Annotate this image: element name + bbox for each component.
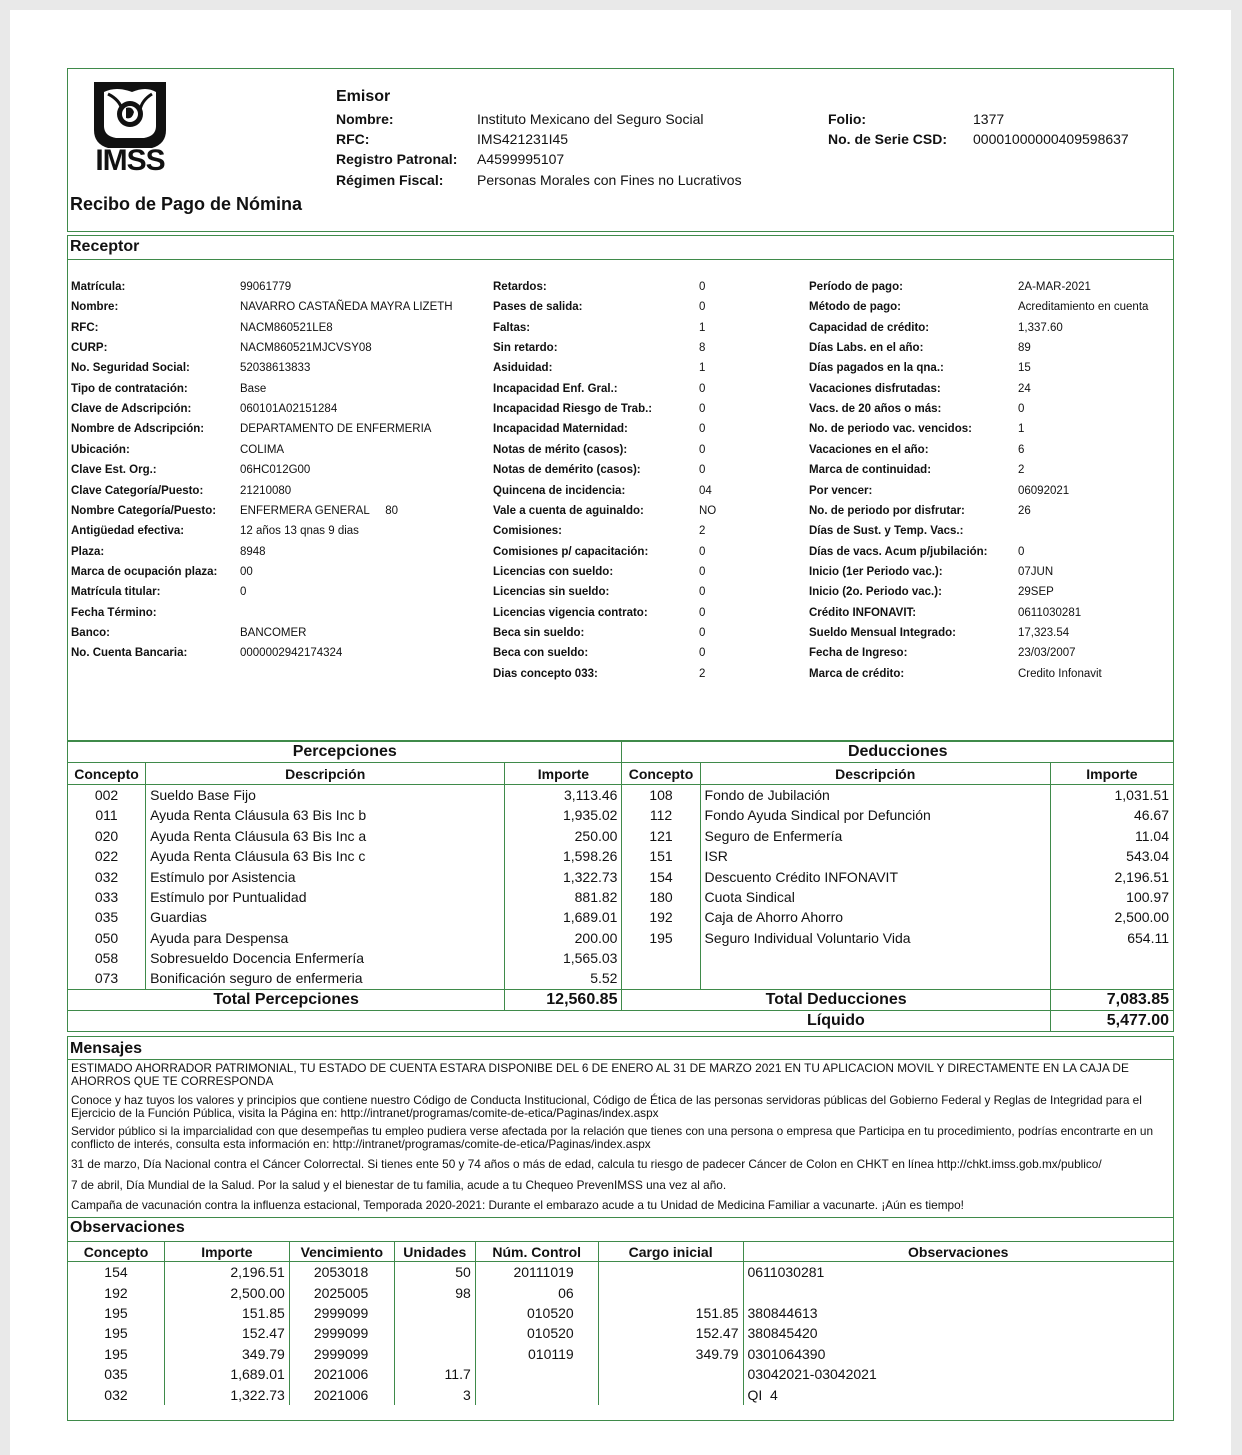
- receptor-col3-label: Capacidad de crédito:: [809, 321, 930, 334]
- receptor-col3-label: No. de periodo por disfrutar:: [809, 504, 965, 517]
- receptor-col3-value: 89: [1018, 342, 1031, 355]
- liquido-spacer: [68, 1011, 622, 1032]
- observaciones-cell: 349.79: [164, 1344, 289, 1364]
- receptor-col3-label: Marca de continuidad:: [809, 464, 932, 477]
- deducciones-header-descripcion: Descripción: [700, 763, 1050, 784]
- observaciones-header: Concepto: [68, 1242, 165, 1262]
- receptor-title: Receptor: [70, 238, 140, 255]
- table-row: [68, 1262, 1174, 1283]
- receptor-col2-value: 0: [699, 423, 706, 436]
- observaciones-cell: 349.79: [598, 1344, 743, 1364]
- observaciones-header: Cargo inicial: [598, 1242, 743, 1262]
- observaciones-cell: 98: [394, 1282, 475, 1302]
- receptor-col1-label: Clave de Adscripción:: [71, 403, 192, 416]
- observaciones-cell: [394, 1323, 475, 1343]
- receptor-col2-value: 0: [699, 443, 706, 456]
- receptor-col1-value: 12 años 13 qnas 9 dias: [240, 525, 359, 538]
- receptor-col2-value: 0: [699, 586, 706, 599]
- receptor-col1-label: RFC:: [71, 321, 99, 334]
- mensajes-title: Mensajes: [70, 1040, 143, 1057]
- deduccion-descripcion: Seguro Individual Voluntario Vida: [700, 928, 1050, 948]
- percepcion-concepto: 035: [68, 907, 146, 927]
- receptor-col2-value: NO: [699, 504, 717, 517]
- deduccion-descripcion: Cuota Sindical: [700, 887, 1050, 907]
- mensaje-2: Conoce y haz tuyos los valores y principios que contiene nuestro Código de Conducta Institucional, Código de Ética de las personas servidoras públicas del Gobierno Federal y Reglas de Integridad para el Ejercicio de la Función Pública, visita la Página en: http://intranet/programas/comite-de-etica/Paginas/index.aspx: [71, 1093, 1142, 1120]
- percepcion-concepto: 050: [68, 928, 146, 948]
- observaciones-cell: 195: [68, 1303, 165, 1323]
- receptor-col2-value: 0: [699, 647, 706, 660]
- receptor-col1-value: NAVARRO CASTAÑEDA MAYRA LIZETH: [240, 301, 453, 314]
- deduccion-importe: 2,196.51: [1050, 866, 1173, 886]
- deduccion-importe: 11.04: [1050, 826, 1173, 846]
- deduccion-descripcion: Fondo de Jubilación: [700, 784, 1050, 805]
- percepciones-deducciones-table: [67, 741, 1174, 1032]
- receptor-col3-label: Vacaciones disfrutadas:: [809, 382, 941, 395]
- receptor-col1-value: 060101A02151284: [240, 403, 338, 416]
- percepcion-descripcion: Ayuda para Despensa: [146, 928, 505, 948]
- receptor-col1-value: 06HC012G00: [240, 464, 311, 477]
- deduccion-concepto: 154: [622, 866, 700, 886]
- observaciones-cell: 0611030281: [743, 1262, 1174, 1283]
- observaciones-header: Observaciones: [743, 1242, 1174, 1262]
- percepcion-concepto: 073: [68, 968, 146, 989]
- receptor-col1-label: Clave Categoría/Puesto:: [71, 484, 204, 497]
- receptor-col3-value: Credito Infonavit: [1018, 667, 1102, 680]
- deduccion-importe: 46.67: [1050, 805, 1173, 825]
- observaciones-cell: 06: [475, 1282, 598, 1302]
- observaciones-cell: 380845420: [743, 1323, 1174, 1343]
- receptor-col3-value: 1,337.60: [1018, 321, 1063, 334]
- receptor-col2-value: 0: [699, 545, 706, 558]
- deduccion-descripcion: Descuento Crédito INFONAVIT: [700, 866, 1050, 886]
- receptor-col3-value: 17,323.54: [1018, 626, 1070, 639]
- table-row: [68, 948, 1174, 968]
- receptor-col3-value: 24: [1018, 382, 1031, 395]
- deduccion-concepto: 121: [622, 826, 700, 846]
- observaciones-cell: 010520: [475, 1303, 598, 1323]
- receptor-col3-label: Inicio (2o. Periodo vac.):: [809, 586, 942, 599]
- receptor-col3-label: Días pagados en la qna.:: [809, 362, 944, 375]
- receptor-col1-label: Plaza:: [71, 545, 105, 558]
- observaciones-cell: 2025005: [289, 1282, 394, 1302]
- receptor-col2-value: 1: [699, 362, 706, 375]
- receptor-col2-label: Licencias con sueldo:: [493, 565, 614, 578]
- observaciones-cell: QI 4: [743, 1384, 1174, 1404]
- percepcion-importe: 200.00: [505, 928, 622, 948]
- receptor-col2-label: Comisiones p/ capacitación:: [493, 545, 649, 558]
- receptor-col1-label: Clave Est. Org.:: [71, 464, 157, 477]
- percepcion-descripcion: Estímulo por Asistencia: [146, 866, 505, 886]
- receptor-col1-label: Marca de ocupación plaza:: [71, 565, 218, 578]
- receptor-col2-label: Incapacidad Riesgo de Trab.:: [493, 403, 653, 416]
- receptor-col3-value: 06092021: [1018, 484, 1070, 497]
- receptor-col1-value: Base: [240, 382, 267, 395]
- percepciones-title: Percepciones: [68, 742, 622, 763]
- observaciones-cell: 010119: [475, 1344, 598, 1364]
- mensaje-5: 7 de abril, Día Mundial de la Salud. Por la salud y el bienestar de tu familia, acude a tu Chequeo PrevenIMSS una vez al año.: [71, 1178, 727, 1192]
- receptor-col1-value: COLIMA: [240, 443, 285, 456]
- mensaje-6: Campaña de vacunación contra la influenza estacional, Temporada 2020-2021: Durante el embarazo acude a tu Unidad de Medicina Familiar a vacunarte. ¡Aún es tiempo!: [71, 1198, 964, 1212]
- observaciones-cell: 152.47: [598, 1323, 743, 1343]
- observaciones-cell: 035: [68, 1364, 165, 1384]
- percepcion-descripcion: Estímulo por Puntualidad: [146, 887, 505, 907]
- observaciones-cell: 380844613: [743, 1303, 1174, 1323]
- serie-label: No. de Serie CSD:: [828, 131, 948, 147]
- total-percepciones-value: 12,560.85: [505, 989, 622, 1010]
- receptor-col2-value: 0: [699, 565, 706, 578]
- receptor-col1-label: Nombre:: [71, 301, 119, 314]
- deduccion-concepto: 180: [622, 887, 700, 907]
- table-row: [68, 928, 1174, 948]
- observaciones-cell: 11.7: [394, 1364, 475, 1384]
- receptor-col1-value: BANCOMER: [240, 626, 307, 639]
- receptor-col2-label: Beca con sueldo:: [493, 647, 589, 660]
- receptor-col2-label: Notas de demérito (casos):: [493, 464, 641, 477]
- percepcion-importe: 1,935.02: [505, 805, 622, 825]
- receptor-col2-label: Faltas:: [493, 321, 531, 334]
- receptor-col1-value: 0: [240, 586, 247, 599]
- observaciones-cell: 3: [394, 1384, 475, 1404]
- percepcion-importe: 3,113.46: [505, 784, 622, 805]
- receptor-col3-label: Método de pago:: [809, 301, 901, 314]
- document-title: Recibo de Pago de Nómina: [70, 194, 303, 214]
- receptor-col3-value: 1: [1018, 423, 1025, 436]
- receptor-col3-label: Días de vacs. Acum p/jubilación:: [809, 545, 988, 558]
- percepcion-descripcion: Ayuda Renta Cláusula 63 Bis Inc b: [146, 805, 505, 825]
- percepcion-importe: 1,689.01: [505, 907, 622, 927]
- receptor-col3-label: No. de periodo vac. vencidos:: [809, 423, 972, 436]
- percepciones-header-descripcion: Descripción: [146, 763, 505, 784]
- table-row: [68, 887, 1174, 907]
- receptor-col3-label: Sueldo Mensual Integrado:: [809, 626, 956, 639]
- receptor-col3-value: 15: [1018, 362, 1031, 375]
- percepcion-importe: 1,598.26: [505, 846, 622, 866]
- observaciones-cell: 2021006: [289, 1364, 394, 1384]
- deduccion-concepto: 108: [622, 784, 700, 805]
- observaciones-cell: 2999099: [289, 1344, 394, 1364]
- receptor-col3-label: Días de Sust. y Temp. Vacs.:: [809, 525, 964, 538]
- receptor-col3-label: Días Labs. en el año:: [809, 342, 924, 355]
- observaciones-cell: 2021006: [289, 1384, 394, 1404]
- table-row: [68, 1282, 1174, 1302]
- receptor-col3-label: Vacaciones en el año:: [809, 443, 929, 456]
- percepcion-importe: 1,322.73: [505, 866, 622, 886]
- observaciones-title: Observaciones: [70, 1219, 185, 1236]
- percepcion-concepto: 020: [68, 826, 146, 846]
- observaciones-cell: 2999099: [289, 1323, 394, 1343]
- receptor-col3-label: Inicio (1er Periodo vac.):: [809, 565, 943, 578]
- receptor-col2-label: Asiduidad:: [493, 362, 553, 375]
- receptor-col3-value: 0: [1018, 403, 1025, 416]
- emisor-registro-value: A4599995107: [477, 151, 565, 167]
- receptor-col1-label: Matrícula:: [71, 281, 126, 293]
- receptor-col2-value: 0: [699, 606, 706, 619]
- emisor-rfc-value: IMS421231I45: [477, 131, 569, 147]
- imss-logo: [86, 78, 174, 182]
- deduccion-importe: 654.11: [1050, 928, 1173, 948]
- observaciones-cell: 2,196.51: [164, 1262, 289, 1283]
- liquido-label: Líquido: [622, 1011, 1050, 1032]
- receptor-col1-label: Ubicación:: [71, 443, 130, 456]
- percepciones-header-concepto: Concepto: [68, 763, 146, 784]
- mensajes-title-line: [67, 1059, 1174, 1060]
- deduccion-importe: 543.04: [1050, 846, 1173, 866]
- observaciones-cell: 2999099: [289, 1303, 394, 1323]
- table-row: [68, 968, 1174, 989]
- receptor-col2-value: 0: [699, 301, 706, 314]
- table-row: [68, 1384, 1174, 1404]
- receptor-col3-value: 0: [1018, 545, 1025, 558]
- mensaje-4: 31 de marzo, Día Nacional contra el Cáncer Colorrectal. Si tienes ente 50 y 74 años o más de edad, calcula tu riesgo de padecer Cáncer de Colon en CHKT en línea http://chkt.imss.gob.mx/publico/: [71, 1157, 1102, 1171]
- receptor-col2-value: 0: [699, 464, 706, 477]
- percepcion-descripcion: Bonificación seguro de enfermeria: [146, 968, 505, 989]
- folio-label: Folio:: [828, 111, 867, 127]
- receptor-col2-label: Comisiones:: [493, 525, 563, 538]
- receptor-col1-value: 52038613833: [240, 362, 311, 375]
- observaciones-cell: [743, 1282, 1174, 1302]
- observaciones-cell: 195: [68, 1344, 165, 1364]
- receptor-col2-label: Incapacidad Maternidad:: [493, 423, 628, 436]
- mensaje-3: Servidor público si la imparcialidad con que desempeñas tu empleo pudiera verse afectada por la relación que tienes con una persona o empresa que Participa en tu procedimiento, podrías encontrarte en un conflicto de interés, consulta esta información en: http://intranet/programas/comite-de-etica/Paginas/index.aspx: [71, 1124, 1154, 1151]
- receptor-col2-label: Incapacidad Enf. Gral.:: [493, 382, 618, 395]
- percepcion-descripcion: Ayuda Renta Cláusula 63 Bis Inc a: [146, 826, 505, 846]
- receptor-col1-label: Nombre Categoría/Puesto:: [71, 504, 217, 517]
- receptor-col2-label: Licencias vigencia contrato:: [493, 606, 648, 619]
- observaciones-cell: 0301064390: [743, 1344, 1174, 1364]
- receptor-col1-label: Matrícula titular:: [71, 586, 161, 599]
- receptor-col1-label: Tipo de contratación:: [71, 382, 188, 395]
- receptor-col2-label: Dias concepto 033:: [493, 667, 598, 680]
- percepcion-concepto: 032: [68, 866, 146, 886]
- receptor-col3-label: Crédito INFONAVIT:: [809, 606, 917, 619]
- percepcion-concepto: 011: [68, 805, 146, 825]
- emisor-title: Emisor: [336, 88, 391, 105]
- deduccion-concepto: [622, 968, 700, 989]
- receptor-col2-value: 0: [699, 382, 706, 395]
- receptor-col2-value: 8: [699, 342, 706, 355]
- receptor-col3-value: Acreditamiento en cuenta: [1018, 301, 1149, 314]
- observaciones-cell: 151.85: [164, 1303, 289, 1323]
- observaciones-cell: 010520: [475, 1323, 598, 1343]
- percepcion-descripcion: Sobresueldo Docencia Enfermería: [146, 948, 505, 968]
- observaciones-cell: [598, 1384, 743, 1404]
- receptor-col2-value: 0: [699, 626, 706, 639]
- observaciones-cell: [598, 1282, 743, 1302]
- receptor-col2-label: Sin retardo:: [493, 342, 558, 355]
- receptor-col2-label: Licencias sin sueldo:: [493, 586, 610, 599]
- liquido-value: 5,477.00: [1050, 1011, 1173, 1032]
- percepcion-importe: 250.00: [505, 826, 622, 846]
- observaciones-header: Importe: [164, 1242, 289, 1262]
- observaciones-cell: 195: [68, 1323, 165, 1343]
- percepcion-importe: 1,565.03: [505, 948, 622, 968]
- receptor-col3-value: 2A-MAR-2021: [1018, 281, 1091, 293]
- observaciones-cell: 154: [68, 1262, 165, 1283]
- percepcion-concepto: 022: [68, 846, 146, 866]
- receptor-col1-value: NACM860521MJCVSY08: [240, 342, 372, 355]
- deduccion-importe: 2,500.00: [1050, 907, 1173, 927]
- deduccion-importe: [1050, 968, 1173, 989]
- folio-value: 1377: [973, 111, 1005, 127]
- emisor-registro-label: Registro Patronal:: [336, 151, 458, 167]
- receptor-col2-value: 0: [699, 403, 706, 416]
- receptor-col3-label: Vacs. de 20 años o más:: [809, 403, 942, 416]
- observaciones-cell: 192: [68, 1282, 165, 1302]
- percepcion-descripcion: Guardias: [146, 907, 505, 927]
- receptor-col2-label: Quincena de incidencia:: [493, 484, 626, 497]
- table-row: [68, 826, 1174, 846]
- receptor-col1-value: 99061779: [240, 281, 292, 293]
- deduccion-importe: 100.97: [1050, 887, 1173, 907]
- observaciones-cell: [598, 1262, 743, 1283]
- observaciones-cell: 50: [394, 1262, 475, 1283]
- deduccion-concepto: 195: [622, 928, 700, 948]
- table-row: [68, 1364, 1174, 1384]
- receptor-col1-value: 8948: [240, 545, 266, 558]
- emisor-regimen-label: Régimen Fiscal:: [336, 172, 444, 188]
- table-row: [68, 784, 1174, 805]
- observaciones-cell: 032: [68, 1384, 165, 1404]
- table-row: [68, 1344, 1174, 1364]
- percepcion-importe: 5.52: [505, 968, 622, 989]
- observaciones-cell: 2,500.00: [164, 1282, 289, 1302]
- receptor-title-line: [67, 259, 1174, 260]
- observaciones-cell: [394, 1303, 475, 1323]
- receptor-col2-label: Vale a cuenta de aguinaldo:: [493, 504, 644, 517]
- deduccion-descripcion: [700, 968, 1050, 989]
- receptor-col1-value: 00: [240, 565, 253, 578]
- table-row: [68, 805, 1174, 825]
- observaciones-cell: 20111019: [475, 1262, 598, 1283]
- receptor-col1-value: NACM860521LE8: [240, 321, 333, 334]
- observaciones-header: Unidades: [394, 1242, 475, 1262]
- receptor-col3-value: 23/03/2007: [1018, 647, 1076, 660]
- receptor-col2-label: Notas de mérito (casos):: [493, 443, 628, 456]
- receptor-col2-label: Beca sin sueldo:: [493, 626, 585, 639]
- observaciones-cell: 2053018: [289, 1262, 394, 1283]
- deduccion-concepto: 112: [622, 805, 700, 825]
- receptor-col3-value: 07JUN: [1018, 565, 1054, 578]
- deduccion-importe: [1050, 948, 1173, 968]
- receptor-col1-label: Nombre de Adscripción:: [71, 423, 205, 436]
- deducciones-title: Deducciones: [622, 742, 1174, 763]
- deduccion-descripcion: ISR: [700, 846, 1050, 866]
- receptor-col1-label: Banco:: [71, 626, 110, 639]
- deduccion-descripcion: Caja de Ahorro Ahorro: [700, 907, 1050, 927]
- receptor-col3-value: 0611030281: [1018, 606, 1082, 619]
- receptor-col2-value: 2: [699, 667, 706, 680]
- logo-text: IMSS: [95, 144, 165, 177]
- mensaje-1: ESTIMADO AHORRADOR PATRIMONIAL, TU ESTADO DE CUENTA ESTARA DISPONIBE DEL 6 DE ENERO AL 31 DE MARZO 2021 EN TU APLICACION MOVIL Y DIRECTAMENTE EN LA CAJA DE AHORROS QUE TE CORRESPONDA: [71, 1061, 1129, 1088]
- deduccion-concepto: 151: [622, 846, 700, 866]
- observaciones-cell: [394, 1344, 475, 1364]
- receptor-col1-label: Antigüedad efectiva:: [71, 525, 185, 538]
- observaciones-cell: [475, 1364, 598, 1384]
- receptor-col1-label: CURP:: [71, 342, 108, 355]
- percepciones-header-importe: Importe: [505, 763, 622, 784]
- receptor-col1-label: No. Seguridad Social:: [71, 362, 190, 375]
- emisor-nombre-label: Nombre:: [336, 111, 394, 127]
- table-row: [68, 1303, 1174, 1323]
- total-deducciones-value: 7,083.85: [1050, 989, 1173, 1010]
- observaciones-cell: [598, 1364, 743, 1384]
- serie-value: 00001000000409598637: [973, 131, 1129, 147]
- table-row: [68, 846, 1174, 866]
- receptor-col2-value: 1: [699, 321, 706, 334]
- receptor-col3-label: Por vencer:: [809, 484, 873, 497]
- percepcion-importe: 881.82: [505, 887, 622, 907]
- receptor-col3-label: Marca de crédito:: [809, 667, 905, 680]
- receptor-col3-value: 2: [1018, 464, 1025, 477]
- receptor-col1-value: DEPARTAMENTO DE ENFERMERIA: [240, 423, 432, 436]
- emisor-rfc-label: RFC:: [336, 131, 370, 147]
- receptor-col1-label: Fecha Término:: [71, 606, 157, 619]
- observaciones-table: [67, 1241, 1174, 1405]
- receptor-col3-label: Fecha de Ingreso:: [809, 647, 908, 660]
- deducciones-header-concepto: Concepto: [622, 763, 700, 784]
- deduccion-descripcion: Seguro de Enfermería: [700, 826, 1050, 846]
- table-row: [68, 866, 1174, 886]
- receptor-col2-label: Pases de salida:: [493, 301, 583, 314]
- observaciones-header: Núm. Control: [475, 1242, 598, 1262]
- receptor-col3-label: Período de pago:: [809, 281, 903, 293]
- total-deducciones-label: Total Deducciones: [622, 989, 1050, 1010]
- observaciones-header: Vencimiento: [289, 1242, 394, 1262]
- receptor-col2-value: 04: [699, 484, 712, 497]
- emisor-regimen-value: Personas Morales con Fines no Lucrativos: [477, 172, 742, 188]
- percepcion-descripcion: Ayuda Renta Cláusula 63 Bis Inc c: [146, 846, 505, 866]
- percepcion-concepto: 002: [68, 784, 146, 805]
- deduccion-descripcion: [700, 948, 1050, 968]
- observaciones-cell: 151.85: [598, 1303, 743, 1323]
- receptor-col1-value: ENFERMERA GENERAL 80: [240, 504, 399, 517]
- deducciones-header-importe: Importe: [1050, 763, 1173, 784]
- receptor-col2-value: 2: [699, 525, 706, 538]
- percepcion-concepto: 058: [68, 948, 146, 968]
- receptor-col1-label: No. Cuenta Bancaria:: [71, 647, 188, 660]
- receptor-col3-value: 6: [1018, 443, 1025, 456]
- receptor-col1-value: 0000002942174324: [240, 647, 343, 660]
- table-row: [68, 907, 1174, 927]
- deduccion-concepto: [622, 948, 700, 968]
- emisor-nombre-value: Instituto Mexicano del Seguro Social: [477, 111, 704, 127]
- deduccion-descripcion: Fondo Ayuda Sindical por Defunción: [700, 805, 1050, 825]
- deduccion-concepto: 192: [622, 907, 700, 927]
- total-percepciones-label: Total Percepciones: [68, 989, 505, 1010]
- receptor-col2-label: Retardos:: [493, 281, 547, 293]
- observaciones-cell: [475, 1384, 598, 1404]
- table-row: [68, 1323, 1174, 1343]
- observaciones-cell: 1,322.73: [164, 1384, 289, 1404]
- percepcion-descripcion: Sueldo Base Fijo: [146, 784, 505, 805]
- receptor-col2-value: 0: [699, 281, 706, 293]
- deduccion-importe: 1,031.51: [1050, 784, 1173, 805]
- observaciones-cell: 152.47: [164, 1323, 289, 1343]
- observaciones-cell: 1,689.01: [164, 1364, 289, 1384]
- receptor-col1-value: 21210080: [240, 484, 292, 497]
- observaciones-cell: 03042021-03042021: [743, 1364, 1174, 1384]
- receptor-col3-value: 29SEP: [1018, 586, 1054, 599]
- receptor-col3-value: 26: [1018, 504, 1031, 517]
- percepcion-concepto: 033: [68, 887, 146, 907]
